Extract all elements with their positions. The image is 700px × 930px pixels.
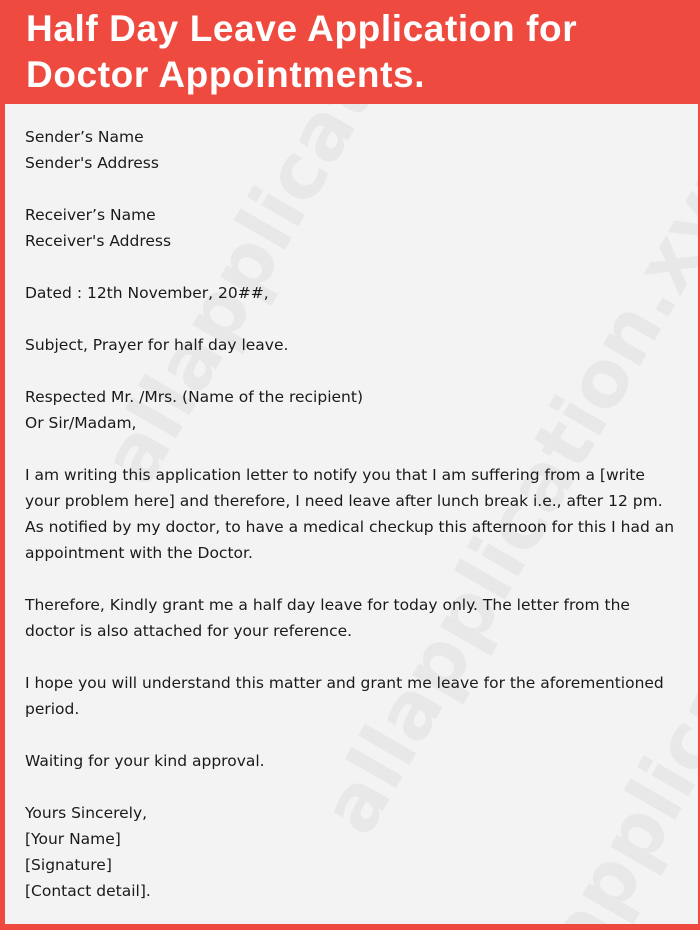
request-line-2: doctor is also attached for your reference. [25,622,353,640]
hope-line-1: I hope you will understand this matter and grant me leave for the aforementioned [25,674,664,692]
title-bar [0,0,700,104]
body-line-3: As notified by my doctor, to have a medical checkup this afternoon for this I had an [25,518,675,536]
your-name-line: [Your Name] [25,830,121,848]
closing-line: Yours Sincerely, [25,804,148,822]
title-line-1: Half Day Leave Application for [26,8,578,49]
sender-address: Sender's Address [25,154,159,172]
request-line-1: Therefore, Kindly grant me a half day leave for today only. The letter from the [25,596,630,614]
body-line-2: your problem here] and therefore, I need leave after lunch break i.e., after 12 pm. [25,492,663,510]
salutation-line-2: Or Sir/Madam, [25,414,137,432]
title-line-2: Doctor Appointments. [26,54,426,95]
letter-paper [5,104,698,924]
contact-line: [Contact detail]. [25,882,151,900]
letter-body [25,124,695,904]
waiting-line: Waiting for your kind approval. [25,752,265,770]
subject-line: Subject, Prayer for half day leave. [25,336,289,354]
body-line-1: I am writing this application letter to notify you that I am suffering from a [write [25,466,645,484]
page-title [26,6,686,98]
date-line: Dated : 12th November, 20##, [25,284,269,302]
salutation-line-1: Respected Mr. /Mrs. (Name of the recipient) [25,388,363,406]
signature-line: [Signature] [25,856,112,874]
hope-line-2: period. [25,700,80,718]
sender-name: Sender’s Name [25,128,144,146]
body-line-4: appointment with the Doctor. [25,544,253,562]
receiver-name: Receiver’s Name [25,206,156,224]
receiver-address: Receiver's Address [25,232,172,250]
